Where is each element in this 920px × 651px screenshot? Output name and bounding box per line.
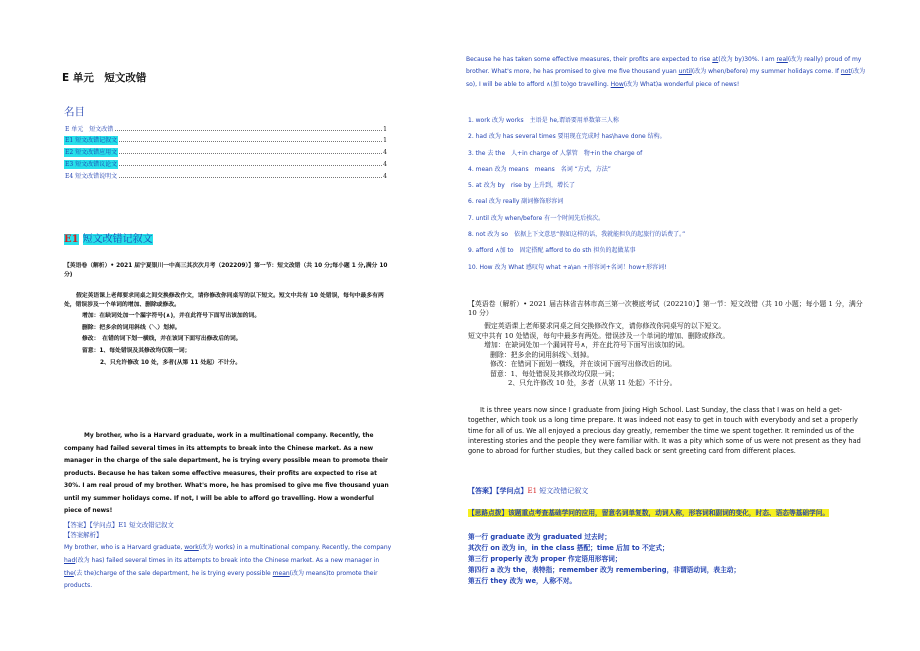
analysis-tag: 【答案解析】 (64, 531, 103, 539)
passage-2: It is three years now since I graduate from Jixing High School. Last Sunday, the class that I was on held a get-together, which took us a long time prepare. It was indeed not easy to get in touch with everybody and set a properly time for all of us. We all enjoyed a precious day greatly, remember the time we spent together. It reminded us of the interesting stories and the people they were familiar with. It was a pity which some of us were not present as they had gone to abroad for further studies, but they called back or sent greeting card from different places. (468, 406, 861, 456)
instructions: 假定英语课上老师要求同桌之间交换修改作文，请你修改你同桌写的以下短文。短文中共有 10 处错误，每句中最多有两处，错误涉及一个单词的增加、删除或修改。 增加：在缺词处加一个漏字符号(∧)，并在此符号下面写出该加的词。 删除：把多余的词用斜线（＼）划掉。 修改： 在错的词下划一横线，并在该词下面写出修改后的词。 留意：1、每处错误及其修改均仅限一词； 2、只允许修改 10 处，多者(从第 11 处起）不计分。 (64, 293, 384, 366)
section-heading: E1 短文改错记叙文 (64, 234, 153, 245)
question-source-2: 【英语卷（解析）• 2021 届吉林省吉林市高三第一次模底考试（202210）】第一节：短文改错（共 10 小题；每小题 1 分，满分 10 分） (468, 300, 863, 318)
answer-text: My brother, who is a Harvard graduate, work(改为 works) in a multinational company. Recently, the company had(改为 has) failed several times in its attempts to break into the Chinese market. As a new manager in the(去 the)charge of the sale department, he is trying every possible mean(改为 means)to promote their products. (64, 544, 392, 590)
toc-item[interactable]: E 单元 短文改错 1 (65, 126, 387, 133)
toc-item[interactable]: E2 短文改错应用文 4 (65, 149, 387, 156)
correction-notes: 1. work 改为 works 主语是 he,谓语要用单数第三人称 2. had 改为 has several times 要用现在完成时 has\have done 结构。 3. the 去 the 人+in charge of 人掌管 物+in the charge of 4. mean 改为 means means 名词 “方式，方法” 5. at 改为 by rise by 上升到，增长了 6. real 改为 really 副词修饰形容词 7. until 改为 when/before 有一个时间先后挨次。 8. not 改为 so 依据上下文意思“假如这样的话，我就能担负的起旅行的话费了。” 9. afford ∧加 to 固定搭配 afford to do sth 担负的起做某事 10. How 改为 What 感叹句 what +a\an +形容词+名词！how+形容词! (468, 117, 686, 271)
instructions-2: 假定英语课上老师要求同桌之间交换修改作文，请你修改你同桌写的以下短文。 短文中共有 10 处错误，每句中最多有两处。错误涉及一个单词的增加、删除或修改。 增加：在缺词处加一个漏词符号∧，并在此符号下面写出该加的词。 删除：把多余的词用斜线＼划掉。 修改：在错词下面划一横线，并在该词下面写出修改后的词。 留意：1、每处错误及其修改均仅限一词； 2、只允许修改 10 处，多者（从第 11 处起）不计分。 (468, 322, 730, 387)
answer-tag-2: 【答案】【学问点】E1 短文改错记叙文 (468, 486, 589, 495)
answer-tag: 【答案】【学问点】E1 短文改错记叙文 (64, 521, 174, 529)
key-point: 【思路点拨】该题重点考查基础学问的应用，留意名词单复数，动词人称，形容词和副词的变化，时态、语态等基础学问。 (468, 509, 830, 517)
unit-title: E 单元 短文改错 (62, 72, 147, 84)
toc-item[interactable]: E1 短文改错记叙文 1 (65, 137, 387, 144)
question-source: 【英语卷（解析）• 2021 届宁夏银川一中高三其次次月考（202209）】第一节：短文改错（共 10 分;每小题 1 分,满分 10 分) (64, 263, 388, 278)
table-of-contents (64, 125, 389, 185)
answer-text-continued: Because he has taken some effective measures, their profits are expected to rise at(改为 by)30%. I am real(改为 really) proud of my brother. What's more, he has promised to give me five thousand yuan until(改为 when/before) my summer holidays come. If not(改为 so), I will be able to afford ∧(加 to)go travelling. How(改为 What)a wonderful piece of news! (466, 56, 866, 88)
toc-item[interactable]: E4 短文改错说明文 4 (65, 173, 387, 180)
passage: My brother, who is a Harvard graduate, work in a multinational company. Recently, the company had failed several times in its attempts to break into the Chinese market. As a new manager in the charge of the sale department, he is trying every possible mean to promote their products. Because he has taken some effective measures, their profits are expected to rise at 30%. I am real proud of my brother. What's more, he has promised to give me five thousand yuan until my summer holidays come. If not, I will be able to afford go travelling. How a wonderful piece of news! (64, 433, 389, 514)
toc-heading: 名目 (64, 106, 85, 118)
answer-lines: 第一行 graduate 改为 graduated 过去时； 其次行 on 改为 in，in the class 搭配；time 后加 to 不定式； 第三行 properly 改为 proper 作定语用形容词； 第四行 a 改为 the，表特指；remember 改为 remembering，非谓语动词，表主动； 第五行 they 改为 we，人称不对。 (468, 533, 741, 586)
toc-item[interactable]: E3 短文改错议论文 4 (65, 161, 387, 168)
